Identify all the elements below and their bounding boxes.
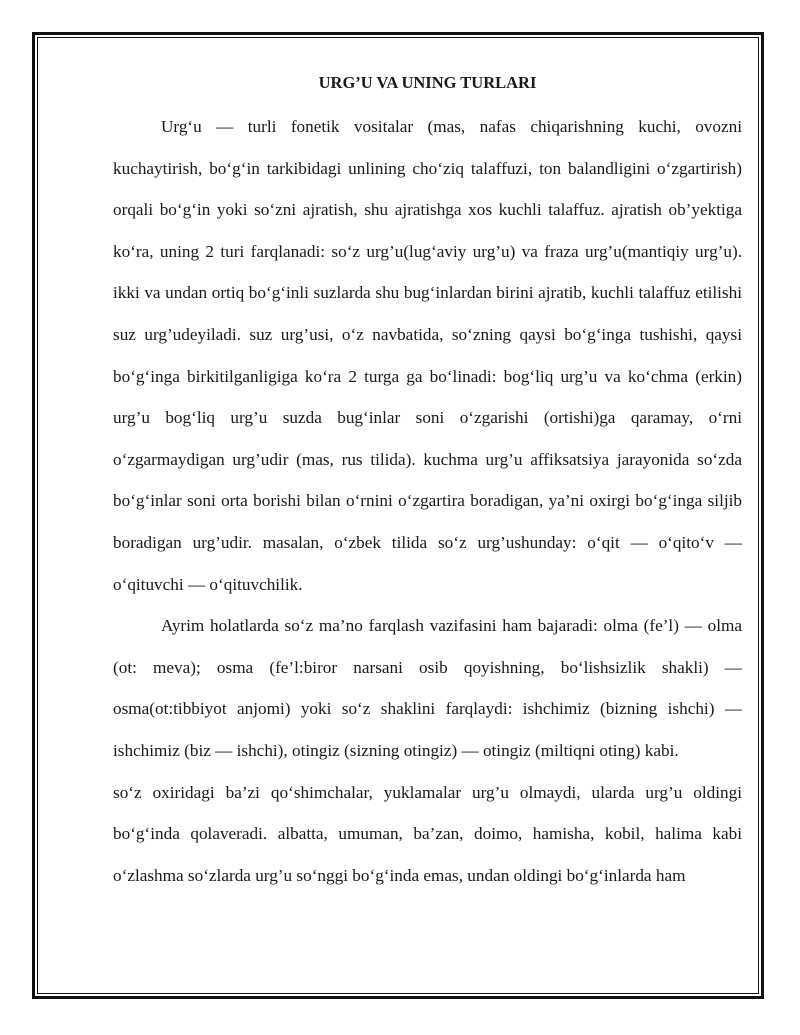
paragraph-2: Ayrim holatlarda so‘z ma’no farqlash vazifasini ham bajaradi: olma (fe’l) — olma (ot: meva); osma (fe’l:biror narsani osib qoyishning, bo‘lishsizlik shakli) — osma(ot:tibbiyot anjomi) yoki so‘z shaklini farqlaydi: ishchimiz (bizning ishchi) — ishchimiz (biz — ishchi), otingiz (sizning otingiz) — otingiz (miltiqni oting) kabi.: [113, 616, 742, 760]
document-body: [113, 72, 742, 896]
document-title: URG’U VA UNING TURLARI: [318, 73, 537, 92]
paragraph-1: Urg‘u — turli fonetik vositalar (mas, nafas chiqarishning kuchi, ovozni kuchaytirish, bo‘g‘in tarkibidagi unlining cho‘ziq talaffuzi, ton balandligini o‘zgartirish) orqali bo‘g‘in yoki so‘zni ajratish, shu ajratishga xos kuchli talaffuz. ajratish ob’yektiga ko‘ra, uning 2 turi farqlanadi: so‘z urg’u(lug‘aviy urg’u) va fraza urg’u(mantiqiy urg’u). ikki va undan ortiq bo‘g‘inli suzlarda shu bug‘inlardan birini ajratib, kuchli talaffuz etilishi suz urg’udeyiladi. suz urg’usi, o‘z navbatida, so‘zning qaysi bo‘g‘inga tushishi, qaysi bo‘g‘inga birkitilganligiga ko‘ra 2 turga ga bo‘linadi: bog‘liq urg’u va ko‘chma (erkin) urg’u bog‘liq urg’u suzda bug‘inlar soni o‘zgarishi (ortishi)ga qaramay, o‘rni o‘zgarmaydigan urg’udir (mas, rus tilida). kuchma urg’u affiksatsiya jarayonida so‘zda bo‘g‘inlar soni orta borishi bilan o‘rnini o‘zgartira boradigan, ya’ni oxirgi bo‘g‘inga siljib boradigan urg’udir. masalan, o‘zbek tilida so‘z urg’ushunday: o‘qit — o‘qito‘v — o‘qituvchi — o‘qituvchilik.: [113, 117, 742, 594]
paragraph-3: so‘z oxiridagi ba’zi qo‘shimchalar, yuklamalar urg’u olmaydi, ularda urg’u oldingi bo‘g‘inda qolaveradi. albatta, umuman, ba’zan, doimo, hamisha, kobil, halima kabi o‘zlashma so‘zlarda urg’u so‘nggi bo‘g‘inda emas, undan oldingi bo‘g‘inlarda ham: [113, 782, 742, 885]
page-frame: [32, 32, 764, 999]
